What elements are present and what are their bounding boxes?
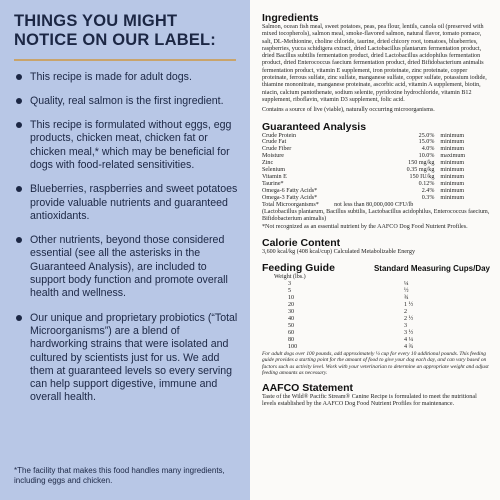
feeding-row — [274, 288, 464, 295]
ga-name: Selenium — [262, 167, 286, 174]
feeding-row — [274, 316, 464, 323]
ga-name: Crude Fiber — [262, 146, 292, 153]
ga-value: 0.35 mg/kg — [406, 167, 435, 174]
feeding-cups: ¾ — [404, 295, 409, 302]
ga-unit: minimum — [440, 180, 465, 187]
ga-microorganisms: Total Microorganisms* not less than 80,000,000 CFU/lb — [262, 201, 414, 208]
bullet-dot-icon — [16, 98, 22, 104]
ingredients-text: Salmon, ocean fish meal, sweet potatoes, peas, pea flour, lentils, canola oil (preserved with mixed tocopherols), salmon meal, smoke-flavored salmon, natural flavor, tomato pomace, salt, DL-Methionine, choline chloride, taurine, dried chicory root, tomatoes, blueberries, raspberries, yucca schidigera extract, dried Lactobacillus plantarum fermentation product, dried Bacillus subtilis fermentation product, dried Lactobacillus acidophilus fermentation product, dried Enterococcus faecium fermentation product, dried Bifidobacterium animalis fermentation product, vitamin E supplement, iron proteinate, zinc proteinate, copper proteinate, ferrous sulfate, zinc sulfate, manganese sulfate, copper sulfate, potassium iodide, thiamine mononitrate, manganese proteinate, ascorbic acid, vitamin A supplement, biotin, niacin, calcium pantothenate, sodium selenite, pyridoxine hydrochloride, vitamin B12 supplement, riboflavin, vitamin D3 supplement, folic acid. — [262, 24, 487, 103]
ga-value: 0.3% — [421, 194, 435, 201]
bullet-dot-icon — [16, 315, 22, 321]
ga-value: 4.0% — [421, 146, 435, 153]
ga-name: Crude Fat — [262, 139, 287, 146]
ga-row — [262, 133, 490, 140]
ga-value: 25.0% — [418, 132, 435, 139]
ga-unit: minimum — [440, 132, 465, 139]
ga-row — [262, 160, 490, 167]
ingredients-note: Contains a source of live (viable), naturally occurring microorganisms. — [262, 107, 435, 114]
feeding-weight: 5 — [288, 288, 292, 295]
bullet-text: Our unique and proprietary probiotics (“Total Microorganisms”) are a blend of hardworking strains that were isolated and cultured by scientists just for us. We add them at guaranteed levels so every serving can help support digestive, immune and overall health. — [30, 311, 238, 404]
feeding-note: For adult dogs over 100 pounds, add approximately ¼ cup for every 10 additional pounds. This feeding guide provides a starting point for the amount of food to give your dog each day, and can vary based on factors such as activity level. Work with your veterinarian to determine an appropriate weight and adjust feeding amounts as necessary. — [262, 351, 489, 376]
feeding-row — [274, 302, 464, 309]
feeding-cups: 3 ½ — [404, 330, 414, 337]
ga-value: 10.0% — [418, 153, 435, 160]
bullet-text: Blueberries, raspberries and sweet potatoes provide valuable nutrients and guaranteed antioxidants. — [30, 183, 238, 222]
feeding-row — [274, 323, 464, 330]
ga-value: 150 mg/kg — [408, 160, 435, 167]
bullet-dot-icon — [16, 237, 22, 243]
ga-row — [262, 153, 490, 160]
feeding-weight: 40 — [288, 316, 295, 323]
ga-name: Moisture — [262, 153, 285, 160]
ga-unit: minimum — [440, 194, 465, 201]
ga-unit: minimum — [440, 160, 465, 167]
bullet-text: Other nutrients, beyond those considered essential (see all the asterisks in the Guaranteed Analysis), are included to support body function and promote overall health and wellness. — [30, 234, 228, 300]
ga-microorganisms-detail: (Lactobacillus plantarum, Bacillus subtilis, Lactobacillus acidophilus, Enterococcus faecium, Bifidobacterium animalis) — [262, 208, 490, 223]
feeding-cups: 3 — [404, 323, 408, 330]
feeding-cups: 4 ¾ — [404, 344, 414, 351]
bullet-item — [14, 183, 238, 223]
guaranteed-analysis-table — [262, 133, 490, 202]
ga-unit: minimum — [440, 139, 465, 146]
feeding-row — [274, 337, 464, 344]
feeding-weight: 10 — [288, 295, 295, 302]
bullet-dot-icon — [16, 74, 22, 80]
feeding-row — [274, 295, 464, 302]
bullet-dot-icon — [16, 186, 22, 192]
ga-row — [262, 195, 490, 202]
ingredients-heading: Ingredients — [262, 12, 319, 24]
feeding-weight: 20 — [288, 302, 295, 309]
feeding-weight: 60 — [288, 330, 295, 337]
left-title — [14, 12, 238, 50]
feeding-guide-table — [274, 274, 464, 351]
left-title-line1: THINGS YOU MIGHT — [14, 12, 178, 30]
ga-value: 2.4% — [421, 187, 435, 194]
feeding-cups: 2 — [404, 309, 408, 316]
feeding-cups: 2 ½ — [404, 316, 414, 323]
ga-row — [262, 188, 490, 195]
calorie-text: 3,600 kcal/kg (408 kcal/cup) Calculated Metabolizable Energy — [262, 248, 416, 255]
bullet-text: This recipe is made for adult dogs. — [30, 70, 192, 83]
ga-row — [262, 174, 490, 181]
ga-value: 0.12% — [418, 180, 435, 187]
left-title-line2: NOTICE ON OUR LABEL: — [14, 31, 216, 49]
left-footnote: *The facility that makes this food handles many ingredients, including eggs and chicken. — [14, 466, 225, 485]
feeding-guide-subheading: Standard Measuring Cups/Day — [373, 264, 490, 274]
ga-row — [262, 167, 490, 174]
ga-name: Zinc — [262, 160, 274, 167]
ga-note: *Not recognized as an essential nutrient by the AAFCO Dog Food Nutrient Profiles. — [262, 223, 468, 230]
feeding-cups: ¼ — [404, 281, 409, 288]
calorie-heading: Calorie Content — [262, 236, 341, 249]
feeding-weight: 80 — [288, 337, 295, 344]
ga-name: Omega-3 Fatty Acids* — [262, 194, 318, 201]
ga-row — [262, 181, 490, 188]
bullet-item — [14, 312, 238, 405]
right-panel — [250, 0, 500, 500]
ga-unit: minimum — [440, 174, 465, 180]
aafco-text: Taste of the Wild® Pacific Stream® Canine Recipe is formulated to meet the nutritional levels established by the AAFCO Dog Food Nutrient Profiles for maintenance. — [262, 393, 477, 408]
feeding-row — [274, 309, 464, 316]
feeding-col-weight: Weight (lbs.) — [274, 274, 306, 281]
feeding-weight: 3 — [288, 281, 292, 288]
bullet-dot-icon — [16, 122, 22, 128]
feeding-row — [274, 330, 464, 337]
title-divider — [14, 59, 236, 61]
bullet-text: This recipe is formulated without eggs, egg products, chicken meat, chicken fat or chicken meal,* which may be beneficial for dogs with food-related sensitivities. — [30, 119, 232, 171]
ga-name: Omega-6 Fatty Acids* — [262, 187, 318, 194]
bullet-item — [14, 95, 238, 108]
feeding-weight: 30 — [288, 309, 295, 316]
bullet-list — [14, 71, 238, 405]
ga-name: Vitamin E — [262, 174, 287, 180]
ga-name: Taurine* — [262, 180, 284, 187]
ga-unit: minimum — [440, 187, 465, 194]
ga-name: Crude Protein — [262, 132, 297, 139]
aafco-heading: AAFCO Statement — [262, 381, 354, 394]
ga-unit: maximum — [440, 153, 466, 160]
feeding-cups: 4 ¼ — [404, 337, 414, 344]
feeding-cups: ½ — [404, 288, 409, 295]
bullet-item — [14, 119, 238, 172]
ga-unit: minimum — [440, 146, 465, 153]
ga-row — [262, 139, 490, 146]
feeding-weight: 100 — [288, 344, 298, 351]
feeding-cups: 1 ½ — [404, 302, 414, 309]
bullet-text: Quality, real salmon is the first ingredient. — [30, 94, 224, 107]
feeding-guide-header — [262, 262, 490, 274]
feeding-row — [274, 281, 464, 288]
guaranteed-analysis-heading: Guaranteed Analysis — [262, 120, 367, 133]
ga-value: 15.0% — [418, 139, 435, 146]
ga-value: 150 IU/kg — [409, 174, 435, 180]
bullet-item — [14, 234, 238, 300]
feeding-guide-heading: Feeding Guide — [262, 262, 335, 275]
bullet-item — [14, 71, 238, 84]
ga-unit: minimum — [440, 167, 465, 174]
ga-row — [262, 146, 490, 153]
feeding-weight: 50 — [288, 323, 295, 330]
